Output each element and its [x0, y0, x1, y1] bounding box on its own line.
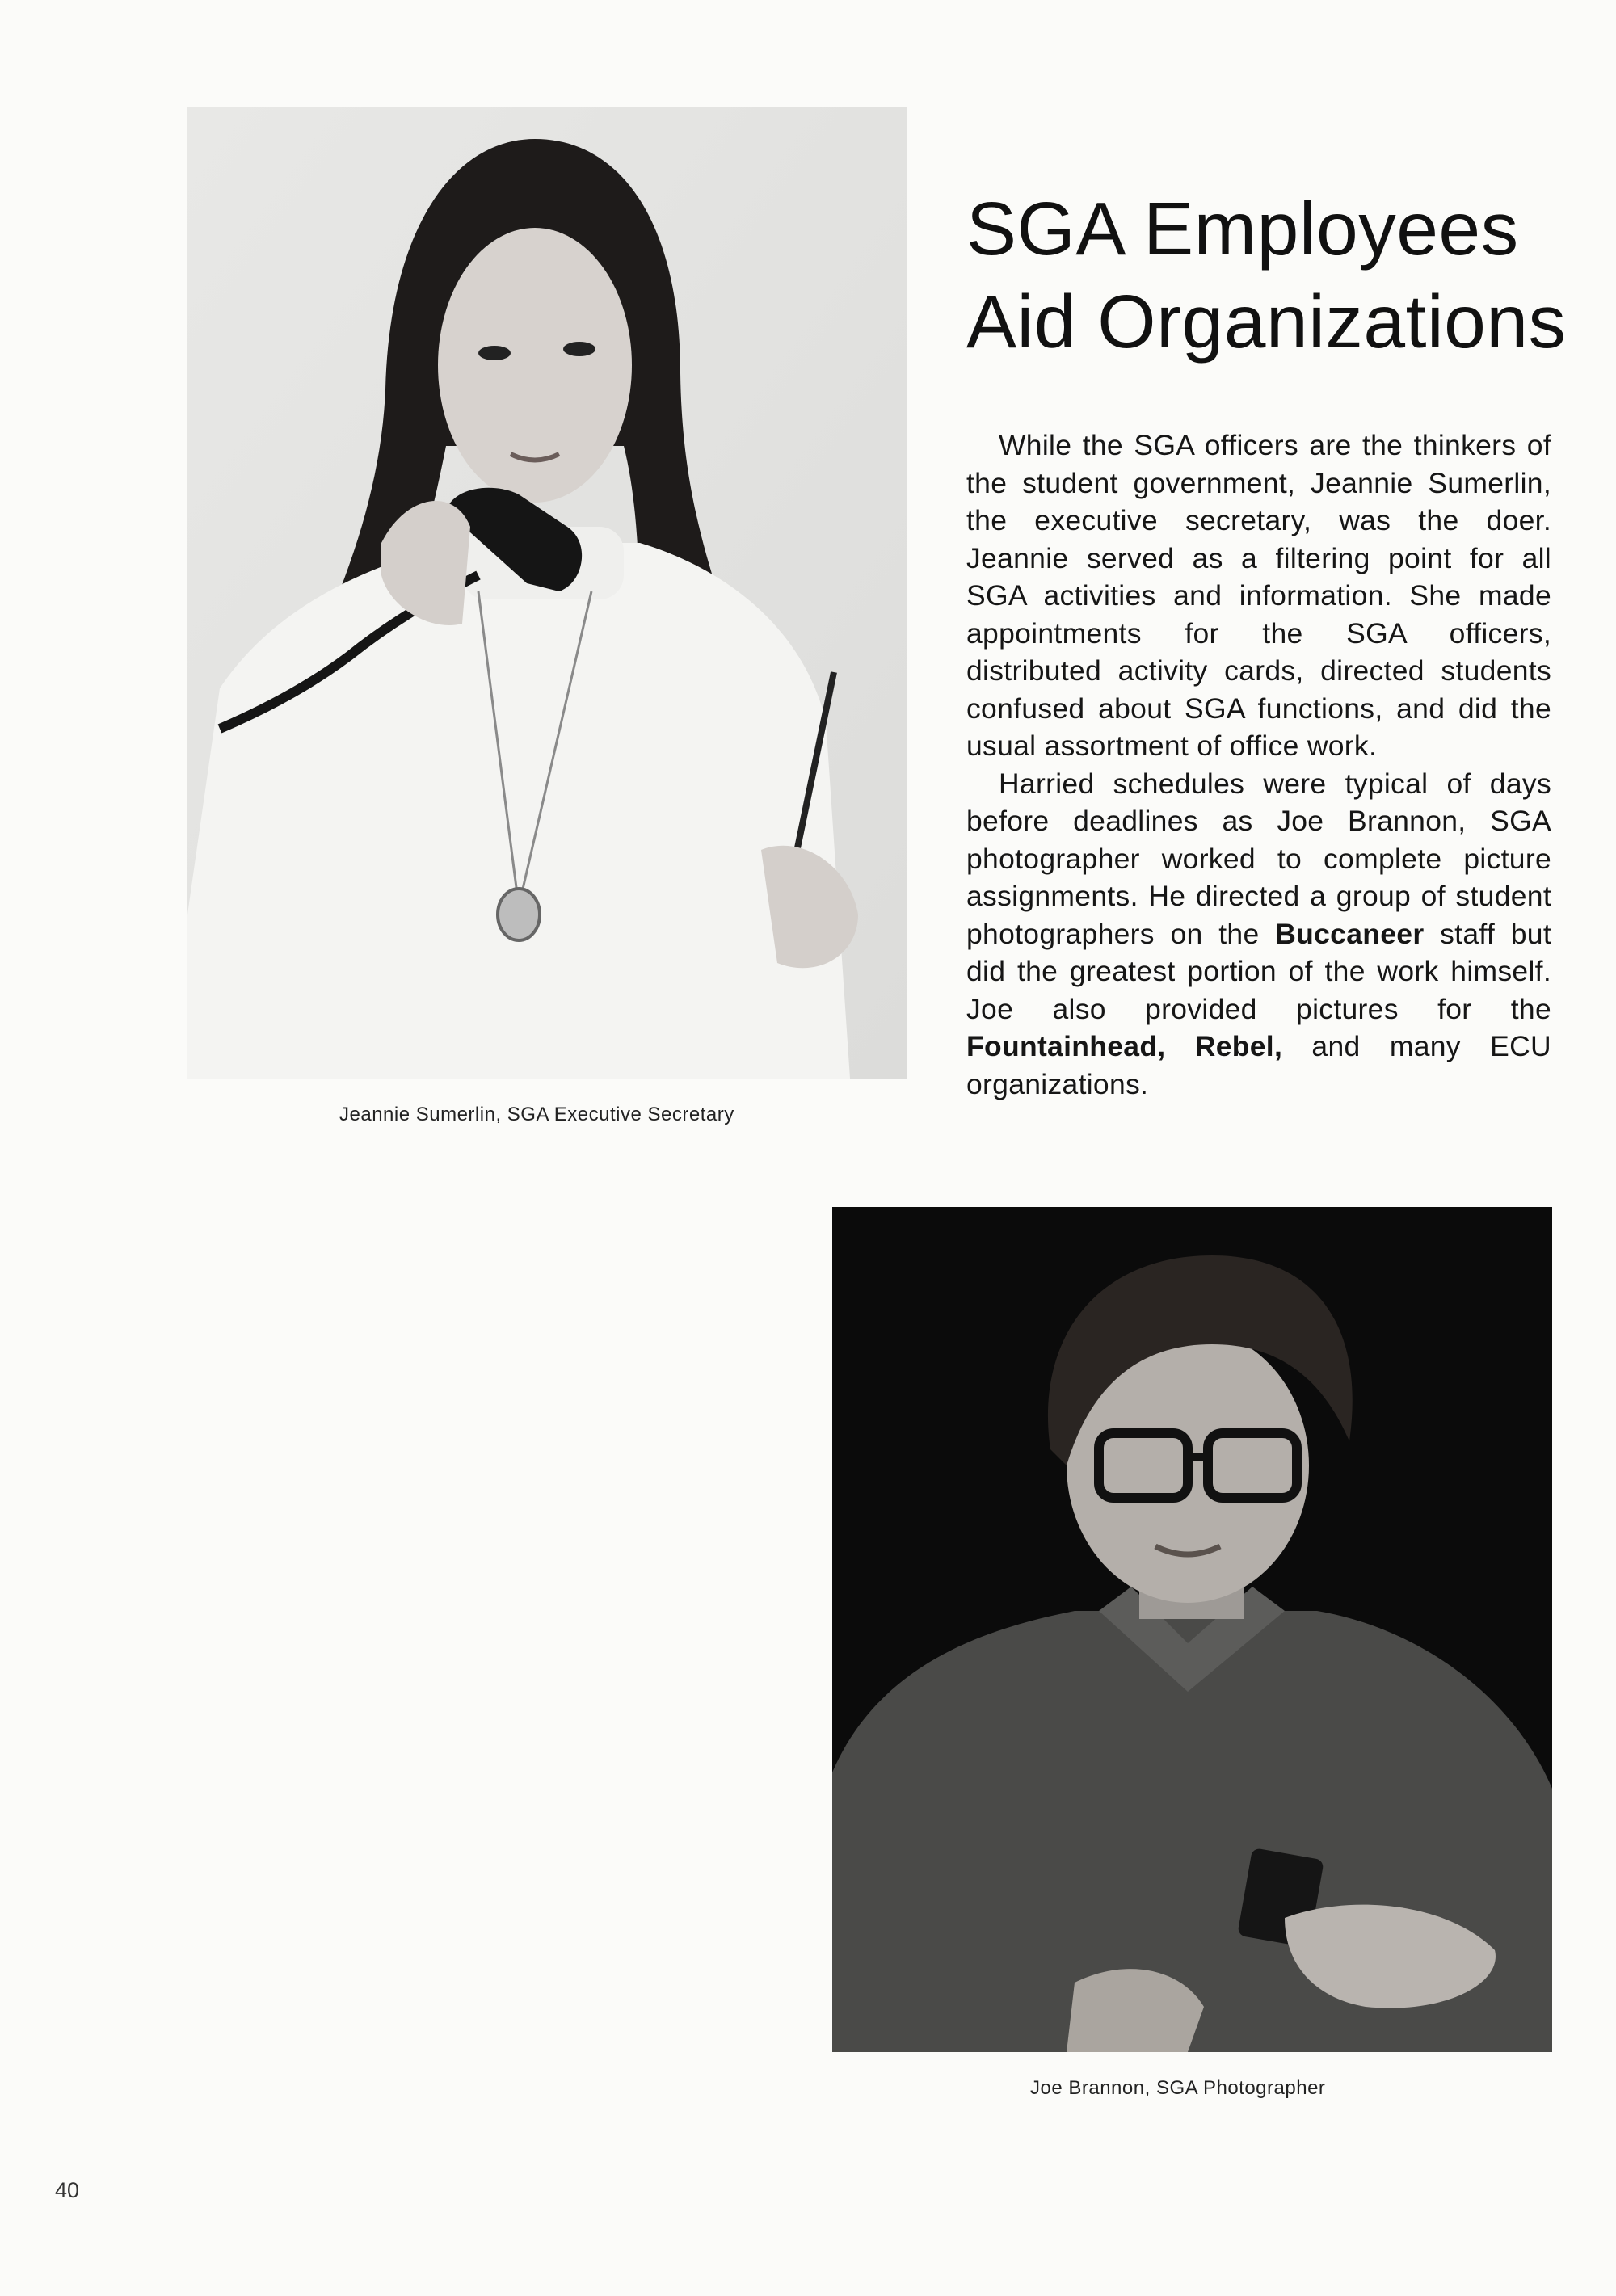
page-number: 40 — [55, 2178, 80, 2202]
photo-jeannie-sumerlin — [187, 107, 907, 1079]
photo-joe-brannon — [832, 1207, 1552, 2052]
page-title — [966, 183, 1567, 368]
page-title-line-1: SGA Employees — [966, 187, 1519, 271]
article-paragraph-2 — [966, 765, 1551, 1104]
article-paragraph-1: While the SGA officers are the thinkers of the student government, Jeannie Sumerlin, the executive secretary, was the doer. Jeannie served as a filtering point for all SGA activities and information. She made appointments for the SGA officers, distributed activity cards, directed students confused about SGA functions, and did the usual assortment of office work. — [966, 429, 1551, 762]
article-p2-text-c: staff but did the greatest portion of the work himself. Joe also provided pictures for the — [966, 917, 1551, 1025]
publication-names-fountainhead-rebel: Fountainhead, Rebel, — [966, 1030, 1283, 1062]
article-body — [966, 427, 1551, 1103]
page-title-line-2: Aid Organizations — [966, 280, 1567, 364]
publication-name-buccaneer: Buccaneer — [1275, 917, 1425, 950]
article-p2-text-a: Harried schedules were typical of days before deadlines as Joe Brannon, SGA photographer worked to complete picture assignments. He directed a group of student photographers on the — [966, 767, 1551, 950]
photo-caption-jeannie: Jeannie Sumerlin, SGA Executive Secretary — [339, 1104, 734, 1125]
article-p2-text-e: and many ECU organizations. — [966, 1030, 1551, 1100]
photo-caption-joe: Joe Brannon, SGA Photographer — [1030, 2077, 1326, 2099]
